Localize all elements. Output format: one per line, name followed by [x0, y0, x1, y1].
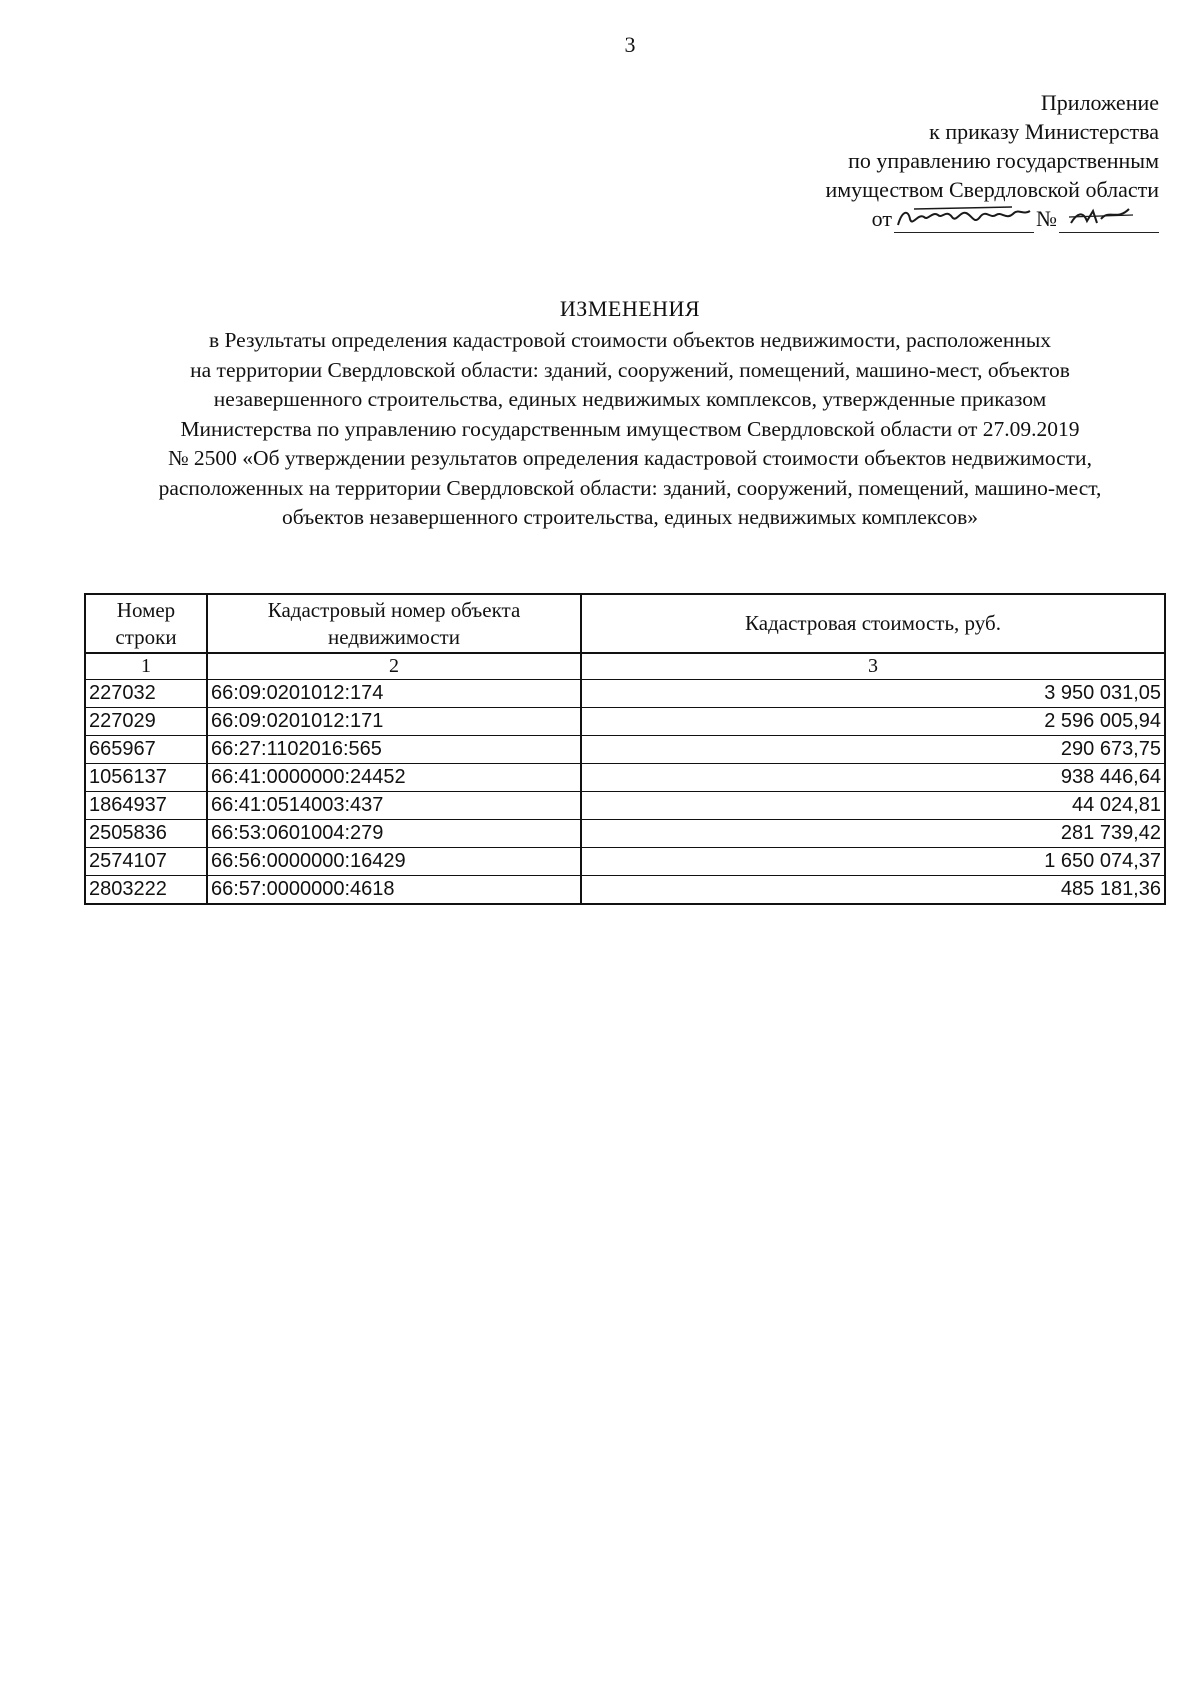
cadastral-value-cell: 485 181,36	[581, 876, 1165, 905]
from-label: от	[871, 206, 892, 231]
cadastral-number-cell: 66:56:0000000:16429	[207, 848, 581, 876]
cadastral-value-cell: 290 673,75	[581, 736, 1165, 764]
handwritten-date	[894, 208, 1034, 233]
cadastral-number-cell: 66:41:0000000:24452	[207, 764, 581, 792]
subtitle-line: № 2500 «Об утверждении результатов определения кадастровой стоимости объектов недвижимости,	[168, 446, 1092, 470]
subtitle-line: Министерства по управлению государственным имуществом Свердловской области от 27.09.2019	[180, 416, 1080, 441]
cadastral-value-cell: 281 739,42	[581, 820, 1165, 848]
table-body	[85, 653, 1165, 904]
subtitle-line: на территории Свердловской области: зданий, сооружений, помещений, машино-мест, объектов	[190, 357, 1070, 382]
cadastral-number-cell: 66:09:0201012:171	[207, 708, 581, 736]
cadastral-value-cell: 1 650 074,37	[581, 848, 1165, 876]
table-header-row	[85, 594, 1165, 653]
table-row	[85, 820, 1165, 848]
cadastral-value-cell: 938 446,64	[581, 764, 1165, 792]
cadastral-value-cell: 44 024,81	[581, 792, 1165, 820]
header-cadastral-value: Кадастровая стоимость, руб.	[581, 594, 1165, 653]
column-number: 1	[85, 653, 207, 680]
appendix-line-4: имуществом Свердловской области	[825, 177, 1159, 202]
table-row	[85, 680, 1165, 708]
row-number-cell: 665967	[85, 736, 207, 764]
cadastral-table	[84, 593, 1166, 905]
appendix-line-3: по управлению государственным	[848, 148, 1159, 173]
handwritten-number	[1059, 208, 1159, 233]
header-cadastral-number: Кадастровый номер объекта недвижимости	[207, 594, 581, 653]
subtitle-line: объектов незавершенного строительства, единых недвижимых комплексов»	[282, 505, 978, 529]
table-row	[85, 764, 1165, 792]
document-title: ИЗМЕНЕНИЯ	[559, 296, 701, 321]
column-number: 3	[581, 653, 1165, 680]
row-number-cell: 2803222	[85, 876, 207, 905]
table-row	[85, 736, 1165, 764]
table-row	[85, 848, 1165, 876]
table-row	[85, 708, 1165, 736]
row-number-cell: 227029	[85, 708, 207, 736]
row-number-cell: 2574107	[85, 848, 207, 876]
cadastral-number-cell: 66:53:0601004:279	[207, 820, 581, 848]
column-number: 2	[207, 653, 581, 680]
subtitle-line: в Результаты определения кадастровой стоимости объектов недвижимости, расположенных	[208, 328, 1052, 352]
cadastral-number-cell: 66:41:0514003:437	[207, 792, 581, 820]
table-row	[85, 876, 1165, 905]
page-number: 3	[624, 32, 636, 57]
subtitle-line: незавершенного строительства, единых недвижимых комплексов, утвержденные приказом	[213, 387, 1047, 411]
cadastral-number-cell: 66:57:0000000:4618	[207, 876, 581, 905]
appendix-line-1: Приложение	[1040, 90, 1159, 115]
row-number-cell: 227032	[85, 680, 207, 708]
appendix-line-2: к приказу Министерства	[929, 119, 1159, 144]
cadastral-number-cell: 66:09:0201012:174	[207, 680, 581, 708]
header-row-number: Номер строки	[85, 594, 207, 653]
cadastral-number-cell: 66:27:1102016:565	[207, 736, 581, 764]
table-row	[85, 792, 1165, 820]
row-number-cell: 2505836	[85, 820, 207, 848]
appendix-block	[739, 88, 1159, 233]
subtitle-line: расположенных на территории Свердловской области: зданий, сооружений, помещений, машино-мест,	[158, 475, 1102, 500]
cadastral-value-cell: 3 950 031,05	[581, 680, 1165, 708]
appendix-date-number-line	[739, 204, 1159, 233]
row-number-cell: 1864937	[85, 792, 207, 820]
column-numbers-row	[85, 653, 1165, 680]
document-subtitle	[80, 326, 1180, 533]
cadastral-value-cell: 2 596 005,94	[581, 708, 1165, 736]
number-label: №	[1036, 206, 1057, 231]
row-number-cell: 1056137	[85, 764, 207, 792]
